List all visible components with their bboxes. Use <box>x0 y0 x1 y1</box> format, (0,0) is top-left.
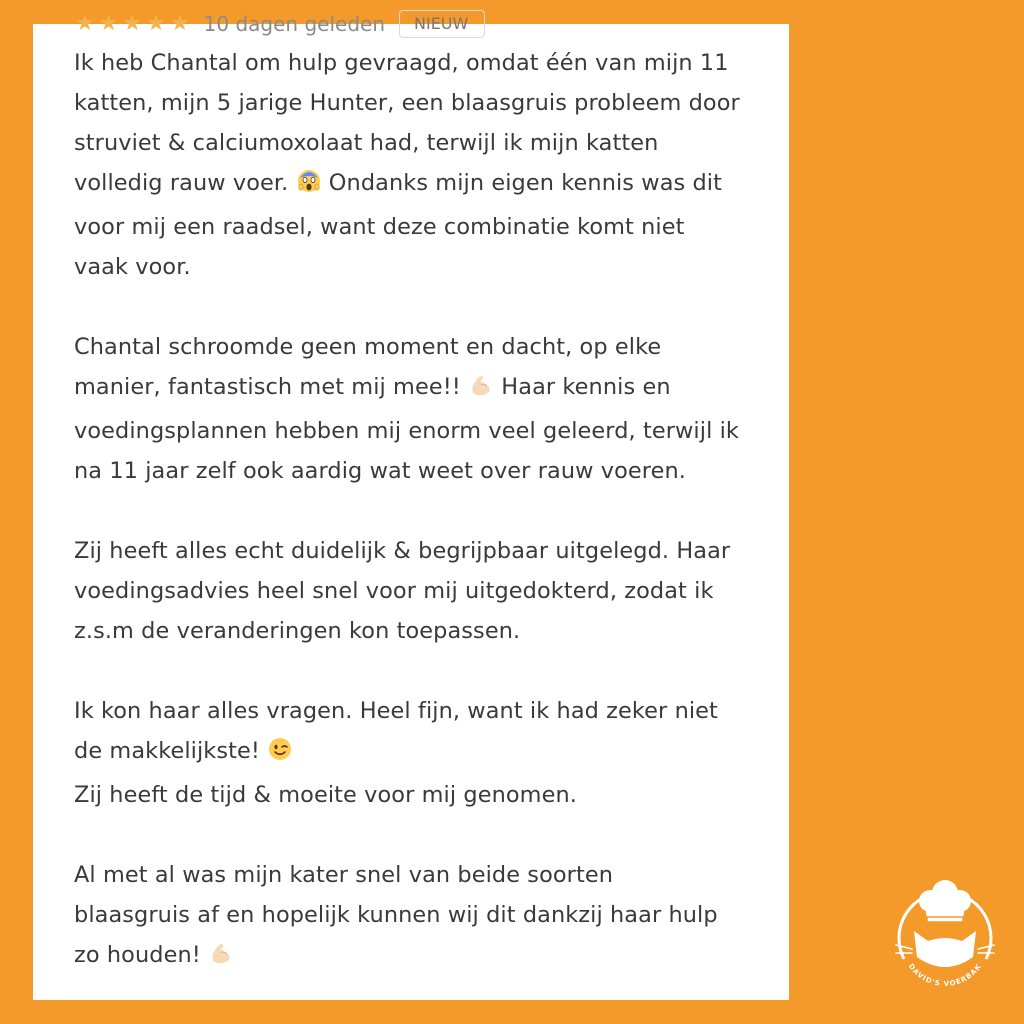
star-icon: ★ <box>75 11 95 36</box>
star-icon: ★ <box>146 11 166 36</box>
star-rating <box>75 13 190 35</box>
review-line: Zij heeft de tijd & moeite voor mij genomen. <box>74 782 577 808</box>
review-line: Chantal schroomde geen moment en dacht, op elke <box>74 334 662 360</box>
review-line-text: manier, fantastisch met mij mee!! <box>74 374 469 400</box>
davids-voerbak-logo <box>884 873 1006 995</box>
review-line: voedingsadvies heel snel voor mij uitgedokterd, zodat ik <box>74 578 714 604</box>
review-paragraph <box>74 691 779 815</box>
flexed-biceps-emoji <box>468 371 494 411</box>
review-paragraph <box>74 327 779 491</box>
svg-text:DAVID'S VOERBAK: DAVID'S VOERBAK <box>906 962 984 989</box>
review-line: na 11 jaar zelf ook aardig wat weet over rauw voeren. <box>74 458 686 484</box>
review-line: z.s.m de veranderingen kon toepassen. <box>74 618 521 644</box>
review-line: voor mij een raadsel, want deze combinatie komt niet <box>74 214 685 240</box>
review-line <box>74 935 779 979</box>
review-line: vaak voor. <box>74 254 191 280</box>
review-line <box>74 731 779 775</box>
scream-emoji <box>296 167 322 207</box>
review-paragraph <box>74 43 779 287</box>
review-line: katten, mijn 5 jarige Hunter, een blaasgruis probleem door <box>74 90 740 116</box>
chef-cat-logo-icon <box>884 873 1006 995</box>
review-line: Ik kon haar alles vragen. Heel fijn, want ik had zeker niet <box>74 698 718 724</box>
review-line: Zij heeft alles echt duidelijk & begrijpbaar uitgelegd. Haar <box>74 538 731 564</box>
review-paragraph <box>74 855 779 979</box>
review-line-text: zo houden! <box>74 942 209 968</box>
review-line-text: volledig rauw voer. <box>74 170 296 196</box>
review-line <box>74 367 779 411</box>
new-badge: NIEUW <box>399 10 485 38</box>
review-date: 10 dagen geleden <box>203 12 385 36</box>
star-icon: ★ <box>169 11 190 36</box>
review-line: blaasgruis af en hopelijk kunnen wij dit dankzij haar hulp <box>74 902 718 928</box>
star-icon: ★ <box>98 11 119 36</box>
wink-emoji <box>267 735 293 775</box>
review-line-text: Ondanks mijn eigen kennis was dit <box>321 170 723 196</box>
flexed-biceps-emoji <box>208 939 234 979</box>
review-line: Al met al was mijn kater snel van beide soorten <box>74 862 614 888</box>
review-text <box>74 43 779 979</box>
review-line-text: Haar kennis en <box>494 374 671 400</box>
review-line-text: de makkelijkste! <box>74 738 268 764</box>
star-icon: ★ <box>122 11 143 36</box>
review-line: voedingsplannen hebben mij enorm veel geleerd, terwijl ik <box>74 418 739 444</box>
review-header <box>75 10 485 38</box>
review-line: struviet & calciumoxolaat had, terwijl ik mijn katten <box>74 130 659 156</box>
review-paragraph <box>74 531 779 651</box>
review-line <box>74 163 779 207</box>
review-line: Ik heb Chantal om hulp gevraagd, omdat één van mijn 11 <box>74 50 729 76</box>
review-card <box>33 11 789 1000</box>
